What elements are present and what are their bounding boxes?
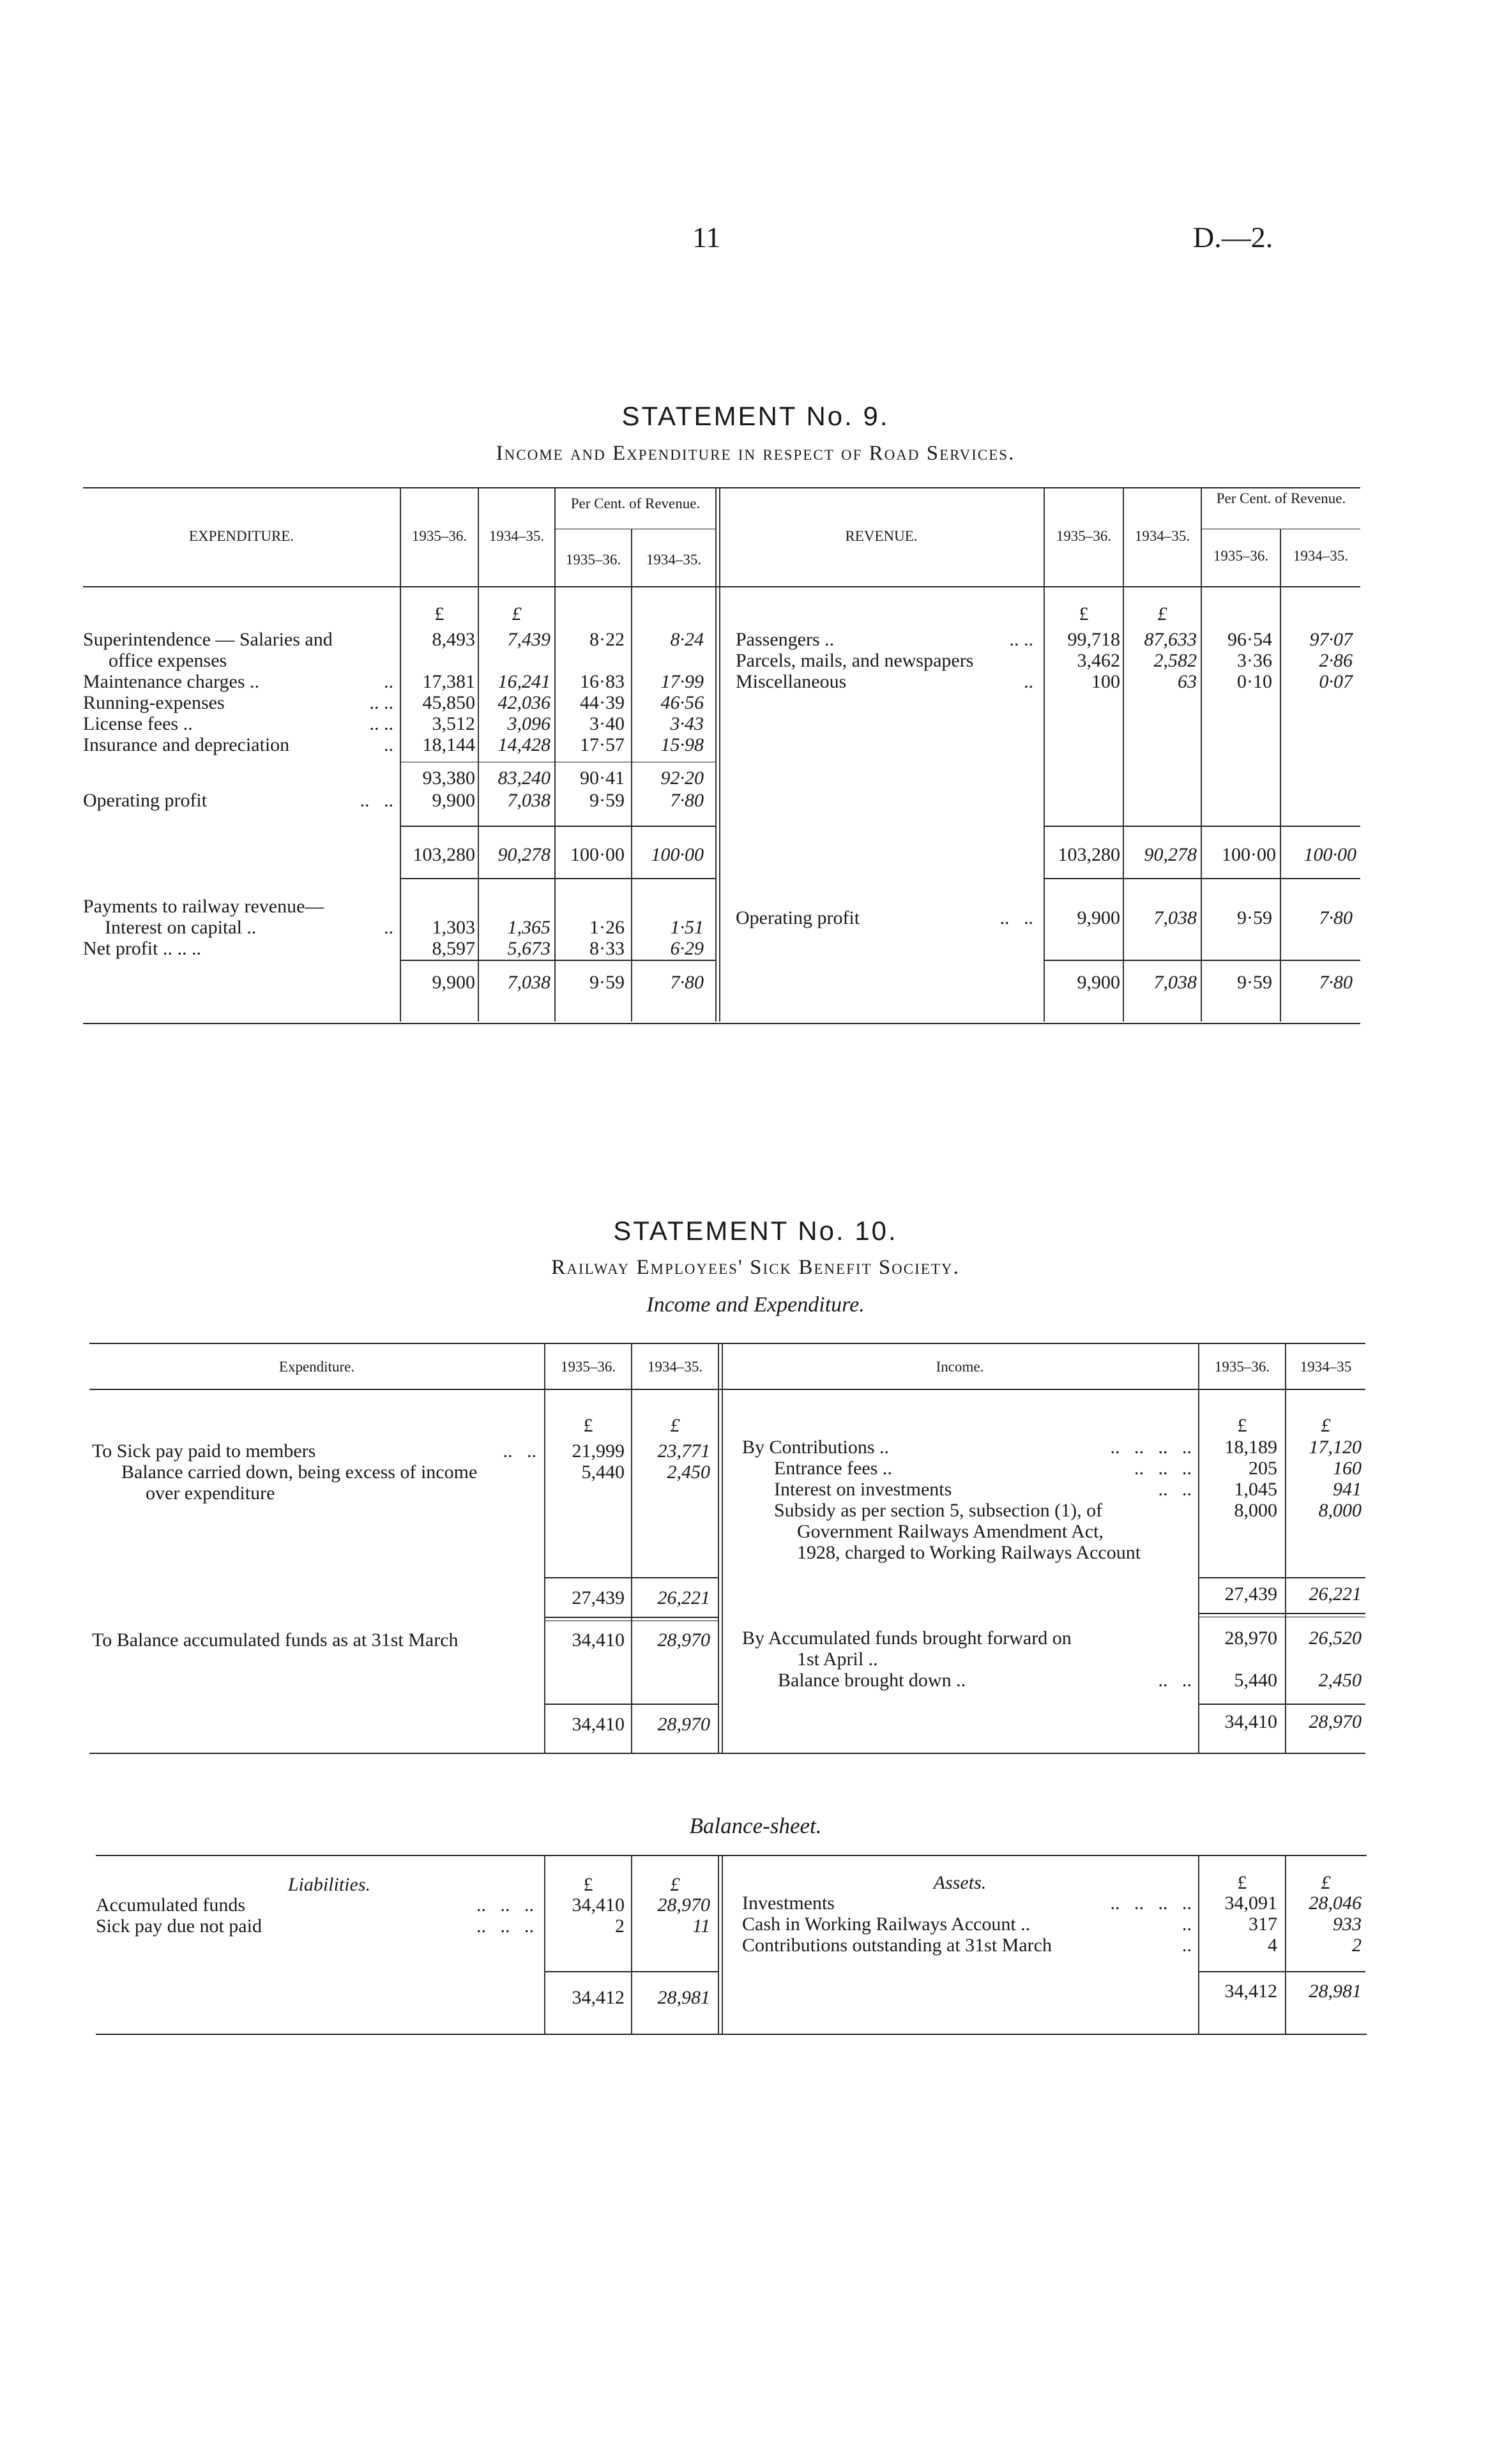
st10-sub-e1: 27,439 <box>572 1587 625 1608</box>
st9-op-profit-p1: 9·59 <box>589 790 625 811</box>
st10-inc-labels <box>742 1437 1194 1563</box>
st9-op-profit-y2: 7,038 <box>507 790 550 811</box>
st9-pay-y1-col: 1,303 8,597 <box>432 917 475 959</box>
st9-exp-y1-col: 8,493 17,381 45,850 3,512 18,144 <box>422 629 475 755</box>
st9-rev-head-y1: 1935–36. <box>1056 528 1112 544</box>
list-item: License fees .. .. .. <box>83 713 393 734</box>
st10-tot-i2: 28,970 <box>1309 1711 1362 1732</box>
bs-total-l2: 28,981 <box>657 1987 710 2008</box>
pound-sign: £ <box>1237 1415 1247 1436</box>
pound-sign: £ <box>1321 1872 1331 1893</box>
bs-total-a2: 28,981 <box>1309 1981 1362 2002</box>
st9-rev-total-y2: 90,278 <box>1144 844 1197 865</box>
asset-y2-col: 28,046 933 2 <box>1309 1893 1362 1956</box>
list-item: office expenses <box>109 650 227 671</box>
st10-balance-label: To Balance accumulated funds as at 31st March <box>92 1629 459 1651</box>
st10-inc-head-y1: 1935–36. <box>1214 1359 1270 1375</box>
st9-rev-op-y2: 7,038 <box>1153 907 1197 928</box>
list-item: 1st April .. <box>797 1649 878 1670</box>
st9-rev-op-total-p1: 9·59 <box>1237 972 1272 993</box>
st9-exp-p1-col: 8·22 16·83 44·39 3·40 17·57 <box>580 629 625 755</box>
pound-sign: £ <box>583 1415 593 1436</box>
bs-total-l1: 34,412 <box>572 1987 625 2008</box>
st9-rev-op-total-y2: 7,038 <box>1153 972 1197 993</box>
list-item: Investments .. .. .. .. <box>742 1893 1192 1914</box>
list-item: Interest on capital .. .. <box>105 917 393 938</box>
pound-sign: £ <box>670 1874 680 1895</box>
st9-subtotal-p1: 90·41 <box>580 767 625 789</box>
st9-total-y2: 90,278 <box>497 844 550 865</box>
st10-exp-y1-col: 21,999 5,440 <box>572 1440 625 1483</box>
st10-tot-e1: 34,410 <box>572 1714 625 1735</box>
st9-rev-head: REVENUE. <box>845 528 918 544</box>
st9-exp-head-pct: Per Cent. of Revenue. <box>570 495 701 511</box>
list-item: 1928, charged to Working Railways Account <box>797 1542 1141 1563</box>
st10-exp-head-y1: 1935–36. <box>560 1359 616 1375</box>
asset-y1-col: 34,091 317 4 <box>1224 1893 1277 1956</box>
statement-9-title: STATEMENT No. 9. <box>621 401 890 431</box>
st10-exp-head-y2: 1934–35. <box>647 1359 703 1375</box>
pound-sign: £ <box>1157 603 1167 624</box>
statement-10-title: STATEMENT No. 10. <box>613 1216 898 1246</box>
liab-y2-col: 28,970 11 <box>657 1894 710 1937</box>
list-item: over expenditure <box>146 1483 275 1504</box>
st10-inc-y1-col: 18,189 205 1,045 8,000 <box>1224 1437 1277 1521</box>
assets-heading: Assets. <box>933 1872 987 1893</box>
list-item: Maintenance charges .. .. <box>83 671 393 692</box>
st9-rev-head-pct: Per Cent. of Revenue. <box>1216 490 1346 506</box>
st10-balance-y2: 28,970 <box>657 1629 710 1651</box>
st10-tot-e2: 28,970 <box>657 1714 710 1735</box>
pound-sign: £ <box>670 1415 680 1436</box>
st9-total-y1: 103,280 <box>413 844 475 865</box>
assets-labels <box>742 1893 1194 1956</box>
st9-rev-op-p1: 9·59 <box>1237 907 1272 928</box>
st9-rev-p1-col: 96·54 3·36 0·10 <box>1227 629 1272 692</box>
st9-exp-p2-col: 8·24 17·99 46·56 3·43 15·98 <box>660 629 704 755</box>
st9-op-profit-label: Operating profit .. .. <box>83 790 393 811</box>
document-reference: D.—2. <box>1193 221 1273 253</box>
st9-exp-y2-col: 7,439 16,241 42,036 3,096 14,428 <box>497 629 550 755</box>
pound-sign: £ <box>512 603 522 624</box>
page-number: 11 <box>692 221 721 253</box>
list-item: Interest on investments .. .. <box>774 1479 1192 1500</box>
list-item: Net profit .. .. .. <box>83 938 201 959</box>
list-item: Parcels, mails, and newspapers <box>736 650 974 671</box>
st9-payment-labels <box>83 896 396 959</box>
st9-op-profit-y1: 9,900 <box>432 790 475 811</box>
list-item: Superintendence — Salaries and <box>83 629 333 650</box>
bs-total-a1: 34,412 <box>1224 1981 1277 2002</box>
st9-total-p2: 100·00 <box>651 844 704 865</box>
st9-exp-head-y1: 1935–36. <box>411 528 467 544</box>
st10-exp-y2-col: 23,771 2,450 <box>657 1440 710 1483</box>
st10-sub-i1: 27,439 <box>1224 1583 1277 1605</box>
st9-rev-op-total-p2: 7·80 <box>1319 972 1353 993</box>
st9-rev-labels <box>736 629 1036 692</box>
list-item: By Contributions .. .. .. .. .. <box>742 1437 1192 1458</box>
st9-rev-head-y2: 1934–35. <box>1134 528 1190 544</box>
list-item: Running-expenses .. .. <box>83 692 393 713</box>
st10-inc-y2-col: 17,120 160 941 8,000 <box>1309 1437 1362 1521</box>
st9-pay-p1-col: 1·26 8·33 <box>589 917 625 959</box>
st9-rev-op-label: Operating profit .. .. <box>736 907 1033 928</box>
st9-exp-head-p1: 1935–36. <box>565 552 621 568</box>
list-item: By Accumulated funds brought forward on <box>742 1628 1072 1649</box>
list-item: Balance carried down, being excess of income <box>121 1462 478 1483</box>
st9-subtotal-y1: 93,380 <box>422 767 475 789</box>
pound-sign: £ <box>1079 603 1089 624</box>
st10-sub-e2: 26,221 <box>657 1587 710 1608</box>
st10-acc-labels <box>742 1628 1194 1691</box>
st9-op-profit-p2: 7·80 <box>670 790 704 811</box>
liabilities-heading: Liabilities. <box>287 1874 370 1895</box>
statement-10-subtitle-2: Income and Expenditure. <box>646 1293 865 1317</box>
liabilities-labels <box>96 1894 536 1937</box>
pound-sign: £ <box>1237 1872 1247 1893</box>
st9-rev-head-p1: 1935–36. <box>1213 548 1269 564</box>
list-item: Entrance fees .. .. .. .. <box>774 1458 1192 1479</box>
st10-tot-i1: 34,410 <box>1224 1711 1277 1732</box>
st9-rev-y1-col: 99,718 3,462 100 <box>1067 629 1120 692</box>
st9-total-p1: 100·00 <box>570 844 625 865</box>
st10-inc-head-y2: 1934–35 <box>1300 1359 1352 1375</box>
list-item: Balance brought down .. .. .. <box>778 1670 1192 1691</box>
st10-exp-head: Expenditure. <box>278 1359 355 1375</box>
list-item: Government Railways Amendment Act, <box>797 1521 1104 1542</box>
list-item: Passengers .. .. .. <box>736 629 1033 650</box>
st10-exp-labels <box>92 1440 539 1504</box>
pound-sign: £ <box>583 1874 593 1895</box>
st10-inc-head: Income. <box>936 1359 984 1375</box>
st9-rev-y2-col: 87,633 2,582 63 <box>1144 629 1197 692</box>
balance-sheet-title: Balance-sheet. <box>689 1813 822 1838</box>
pound-sign: £ <box>1321 1415 1331 1436</box>
st10-sub-i2: 26,221 <box>1309 1583 1362 1605</box>
st9-rev-total-p1: 100·00 <box>1222 844 1276 865</box>
st9-pay-p2-col: 1·51 6·29 <box>670 917 704 959</box>
st9-exp-head: EXPENDITURE. <box>188 528 294 544</box>
st9-rev-total-p2: 100·00 <box>1303 844 1356 865</box>
st9-pay-total-y2: 7,038 <box>507 972 550 993</box>
st9-pay-total-p1: 9·59 <box>589 972 625 993</box>
pound-sign: £ <box>434 603 444 624</box>
st9-pay-total-p2: 7·80 <box>670 972 704 993</box>
st9-rev-op-y1: 9,900 <box>1077 907 1120 928</box>
statement-9-subtitle: Income and Expenditure in respect of Road Services. <box>496 442 1015 465</box>
st9-rev-op-p2: 7·80 <box>1319 907 1353 928</box>
st9-pay-total-y1: 9,900 <box>432 972 475 993</box>
list-item: Contributions outstanding at 31st March .. <box>742 1935 1192 1956</box>
st9-rev-op-total-y1: 9,900 <box>1077 972 1120 993</box>
liab-y1-col: 34,410 2 <box>572 1894 625 1937</box>
st9-exp-head-y2: 1934–35. <box>489 528 545 544</box>
st9-rev-total-y1: 103,280 <box>1058 844 1120 865</box>
st9-rev-head-p2: 1934–35. <box>1293 548 1349 564</box>
st10-balance-y1: 34,410 <box>572 1629 625 1651</box>
st10-acc-y1-col: 28,970 5,440 <box>1224 1628 1277 1691</box>
st9-exp-labels <box>83 629 396 755</box>
list-item: Cash in Working Railways Account .. .. <box>742 1914 1192 1935</box>
list-item: Sick pay due not paid .. .. .. <box>96 1916 534 1937</box>
list-item: Accumulated funds .. .. .. <box>96 1894 534 1916</box>
list-item: Insurance and depreciation .. <box>83 734 393 755</box>
st9-subtotal-p2: 92·20 <box>660 767 704 789</box>
list-item: Miscellaneous .. <box>736 671 1033 692</box>
list-item: To Sick pay paid to members .. .. <box>92 1440 536 1462</box>
st10-acc-y2-col: 26,520 2,450 <box>1309 1628 1362 1691</box>
list-item: Subsidy as per section 5, subsection (1), of <box>774 1500 1103 1521</box>
st9-subtotal-y2: 83,240 <box>497 767 550 789</box>
st9-rev-p2-col: 97·07 2·86 0·07 <box>1309 629 1353 692</box>
list-item: Payments to railway revenue— <box>83 896 324 917</box>
statement-10-subtitle: Railway Employees' Sick Benefit Society. <box>551 1256 960 1279</box>
st9-exp-head-p2: 1934–35. <box>646 552 702 568</box>
st9-pay-y2-col: 1,365 5,673 <box>507 917 550 959</box>
